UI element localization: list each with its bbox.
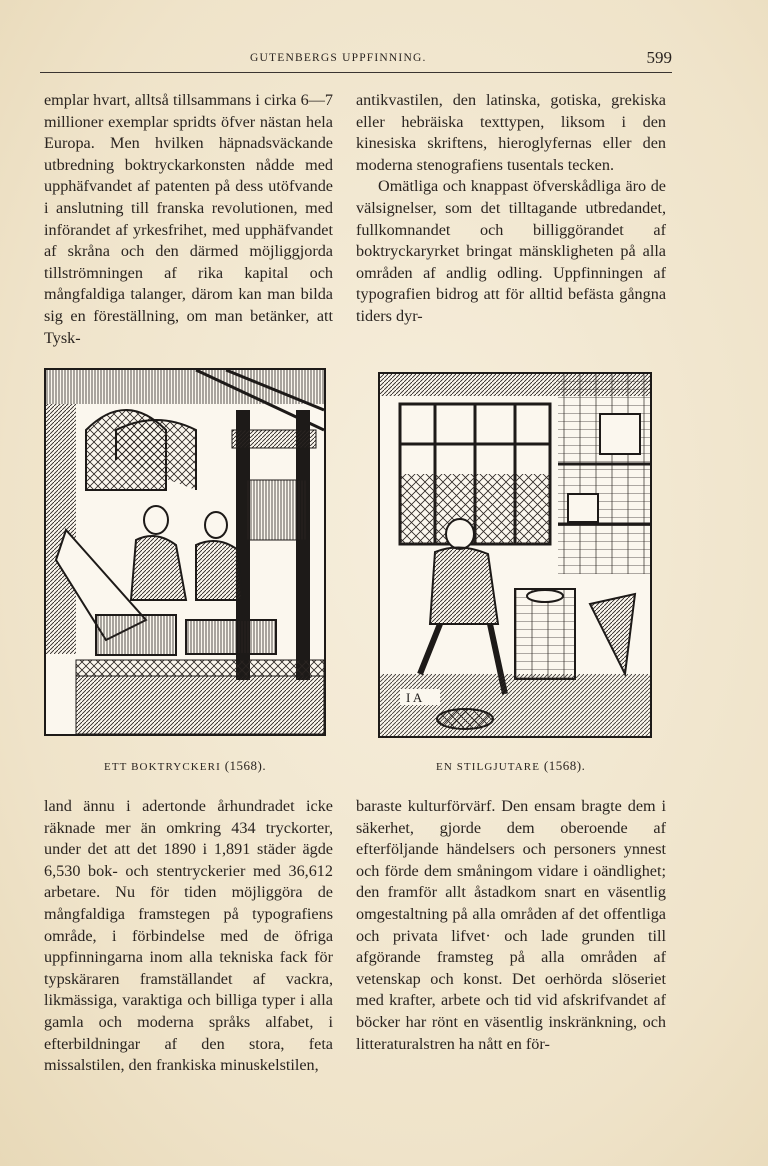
header-rule <box>40 72 672 73</box>
caption-year: (1568). <box>543 758 586 773</box>
woodcut-printing-shop <box>44 368 326 736</box>
page-header <box>40 50 672 72</box>
figure-caption-right <box>436 758 585 774</box>
caption-year: (1568). <box>224 758 267 773</box>
paragraph: antikvastilen, den latinska, gotiska, grekiska eller hebräiska texttypen, liksom i den kinesiska skriftens, hieroglyfernas eller den moderna stenografiens tusentals tecken. <box>356 91 666 174</box>
paragraph: emplar hvart, alltså tillsammans i cirka 6—7 millioner exemplar spridts öfver nästan hela Europa. Men hvilken häpnadsväckande utbredning boktryckarkonsten nådde med upphäfvandet af patenten på dess utöfvande i anslutning till franska revolutionen, med införandet af yrkesfrihet, med upphäfvandet af skråna och den därmed möjliggjorda tillströmningen af rika kapital och mångfaldiga talanger, därom kan man bilda sig en föreställning, om man betänker, att Tysk- <box>44 91 333 347</box>
type-founder-illustration <box>380 374 650 736</box>
text-column-left-bottom <box>44 796 333 1077</box>
text-column-right-bottom <box>356 796 666 1055</box>
page-number: 599 <box>646 48 672 67</box>
paragraph: baraste kulturförvärf. Den ensam bragte dem i säkerhet, gjorde dem oberoende af efterföljande händelsers och personers ynnest och förde dem småningom vidare i oändlighet; den framför allt åstadkom snart en väsentlig omgestaltning på alla områden af det offentliga och privata lifvet· och lade grunden till afgörande framsteg på alla områden af vetenskap och konst. Det oerhörda slöseriet med krafter, arbete och tid vid afskrifvandet af böcker har rönt en väsentlig inskränkning, och litteraturalstren ha nått en för- <box>356 797 666 1053</box>
figure-caption-left <box>104 758 266 774</box>
caption-text: ETT BOKTRYCKERI <box>104 761 221 773</box>
running-title: GUTENBERGS UPPFINNING. <box>250 52 427 64</box>
paragraph: land ännu i adertonde århundradet icke räknade mer än omkring 434 tryckorter, under det att det 1890 i 1,891 städer ägde 6,530 bok- och stentryckerier med 36,612 arbetare. Nu för tiden möjliggöra de mångfaldiga framstegen på typografiens område, i förbindelse med de öfriga uppfinningarna inom alla tekniska fack för typskäraren framställandet af vackra, likmässiga, varaktiga och billiga typer i alla gamla och moderna språks alfabet, i efterbildningar af den stora, feta missalstilen, den frankiska minuskelstilen, <box>44 797 333 1075</box>
engraved-monogram: I A <box>406 690 423 705</box>
printing-shop-illustration <box>46 370 324 734</box>
text-column-right-top <box>356 90 666 328</box>
woodcut-type-founder <box>378 372 652 738</box>
paragraph: Omätliga och knappast öfverskådliga äro de välsignelser, som det tilltagande utbredandet, fullkomnandet och billiggörandet af boktryckaryrket bringat mänskligheten på alla områden af andlig odling. Uppfinningen af typografien bidrog att för alltid befästa gångna tiders dyr- <box>356 177 666 325</box>
text-column-left-top <box>44 90 333 349</box>
caption-text: EN STILGJUTARE <box>436 761 541 773</box>
